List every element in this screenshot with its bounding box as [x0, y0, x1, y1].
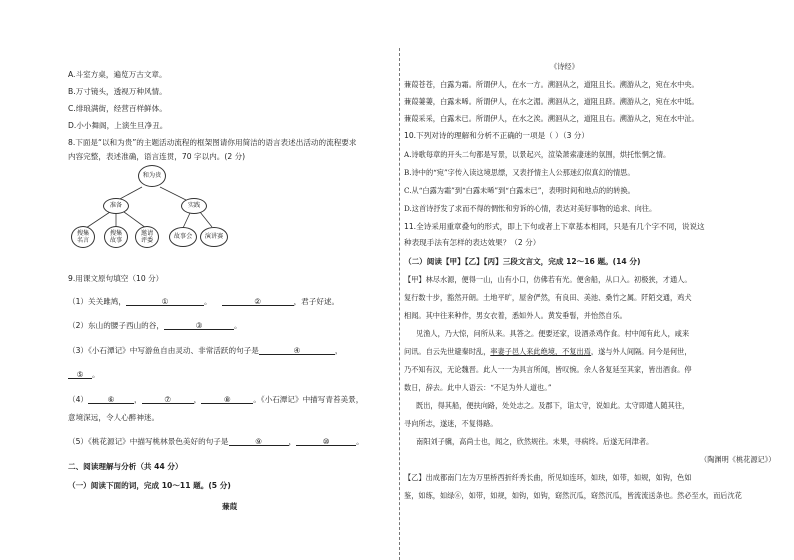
question-11-line2: 种表现手法有怎样的表达效果？（2 分） [404, 238, 541, 247]
activity-flow-diagram [0, 0, 398, 300]
subsection-2-title: （二）阅读【甲】【乙】【丙】三段文言文，完成 12～16 题。(14 分) [404, 257, 641, 266]
subsection-1-title: （一）阅读下面的词，完成 10～11 题。(5 分) [68, 481, 231, 490]
passage-jia-line6: 乃不知有汉，无论魏晋。此人一一为具言所闻，皆叹惋。余人各复延至其家，皆出酒食。停 [404, 365, 692, 374]
question-9-title: 9.用课文原句填空（10 分） [68, 274, 164, 283]
passage-jia-line1: 【甲】林尽水源，便得一山，山有小口，仿佛若有光。便舍船，从口入。初极狭，才通人。 [404, 275, 692, 284]
diagram-node-root: 和为贵 [138, 165, 166, 187]
answer-blank-1[interactable]: ① [126, 297, 204, 306]
option-b: B.万寸镜头，透视万种风情。 [68, 87, 167, 96]
passage-jia-line3: 相闻。其中往来种作，男女衣着，悉如外人。黄发垂髫，并怡然自乐。 [404, 311, 627, 320]
passage-jia-line2: 复行数十步，豁然开朗。土地平旷，屋舍俨然，有良田、美池、桑竹之属。阡陌交通，鸡犬 [404, 293, 692, 302]
question-9-3-cont: ⑤ 。 [68, 370, 100, 380]
answer-blank-3[interactable]: ③ [164, 321, 234, 330]
question-10-option-b: B.诗中的“宛”字传入读这境思缥，又表抒情主人公那迷幻似真幻的情思。 [404, 168, 635, 177]
poem-stanza-3: 蒹葭采采，白露未已。所谓伊人，在水之涘。溯洄从之，道阻且右。溯游从之，宛在水中沚。 [404, 114, 699, 123]
diagram-node-collect-quotes: 搜集 名言 [71, 226, 95, 248]
answer-blank-9[interactable]: ⑨ [229, 437, 289, 446]
poem-stanza-2: 蒹葭萋萋，白露未晞。所谓伊人，在水之湄。溯洄从之，道阻且跻。溯游从之，宛在水中坻。 [404, 97, 699, 106]
diagram-node-collect-stories: 搜集 故事 [104, 226, 128, 248]
question-9-4-cont: 意境深远，令人心醉神迷。 [68, 413, 160, 422]
passage-jia-line5: 问讯。自云先世避秦时乱，率妻子邑人来此绝境，不复出焉，遂与外人间隔。问今是何世， [404, 347, 692, 356]
diagram-node-invite-judges: 邀请 评委 [135, 226, 159, 248]
passage-yi-line2: 鉴，如练，如绿⑥，如带，如规，如钩，如钩，窈然沉瓜，窈然沉瓜，皆流流送条也。然必至水，而后沈花 [404, 491, 742, 500]
answer-blank-7[interactable]: ⑦ [142, 395, 194, 404]
question-9-5: （5）《桃花源记》中描写桃林景色美好的句子是 ⑨ ， ⑩ 。 [68, 437, 364, 446]
underlined-sentence: 率妻子邑人来此绝境，不复出焉 [490, 347, 591, 356]
question-10-option-a: A.诗歌每章的开头二句都是写景，以景起兴，渲染萧索凄迷的氛围，烘托怅惘之情。 [404, 150, 671, 159]
poem-title: 蒹葭 [222, 502, 238, 511]
diagram-node-story-meeting: 故事会 [169, 227, 197, 247]
column-divider [399, 48, 400, 560]
question-9-1: （1）关关雎鸠， ① 。 ② ，君子好逑。 [68, 297, 340, 306]
passage-jia-line8: 既出，得其船，便扶向路，处处志之。及郡下，诣太守，说如此。太守即遣人随其往， [416, 401, 690, 410]
passage-jia-source: （陶渊明《桃花源记》） [700, 455, 776, 464]
passage-jia-line10: 南阳刘子骥，高尚士也，闻之，欣然规往。未果，寻病终。后遂无问津者。 [416, 437, 654, 446]
passage-jia-line7: 数日，辞去。此中人语云：“不足为外人道也。” [404, 383, 552, 392]
answer-blank-5[interactable]: ⑤ [68, 370, 92, 379]
answer-blank-2[interactable]: ② [222, 297, 294, 306]
section-2-title: 二、阅读理解与分析（共 44 分） [68, 462, 183, 471]
option-d: D.小小舞阁，上演生旦净丑。 [68, 121, 168, 130]
question-9-2: （2）东山的腰子西山的谷， ③ 。 [68, 321, 242, 330]
diagram-node-prep: 准备 [103, 198, 129, 214]
answer-blank-4[interactable]: ④ [259, 346, 335, 355]
question-9-3: （3）《小石潭记》中写游鱼自由灵动、非常活跃的句子是 ④ ， [68, 346, 343, 355]
poem-stanza-1: 蒹葭苍苍，白露为霜。所谓伊人，在水一方。溯洄从之，道阻且长。溯游从之，宛在水中央。 [404, 80, 699, 89]
right-column [402, 0, 794, 560]
option-c: C.绯琅满街，经营百样鲜体。 [68, 104, 167, 113]
passage-yi-line1: 【乙】出成都南门左为万里桥西折纤秀长曲，所见如连环，如玦，如带，如规，如钩，色如 [404, 473, 692, 482]
poem-source: 《诗经》 [550, 62, 579, 71]
diagram-node-practice: 实践 [181, 198, 207, 214]
question-11-line1: 11.全诗采用重章叠句的形式，即上下句或者上下章基本相同，只是有几个字不同，说说这 [404, 222, 705, 231]
option-a: A.斗室方桌，遍览万古文章。 [68, 70, 167, 79]
answer-blank-10[interactable]: ⑩ [296, 437, 356, 446]
question-10-title: 10.下列对诗的理解和分析不正确的一项是（ ）（3 分） [404, 131, 589, 140]
answer-blank-6[interactable]: ⑥ [88, 395, 134, 404]
question-9-4: （4） ⑥ ， ⑦ ， ⑧ 。《小石潭记》中描写青苔美景， [68, 395, 364, 404]
question-10-option-c: C.从“白露为霜”到“白露未晞”到“白露未已”，表明时间和地点的的转换。 [404, 186, 635, 195]
question-10-option-d: D.这首诗抒发了求而不得的惆怅和穷诉的心情，表达对美好事物的追求、向往。 [404, 204, 657, 213]
question-8-line1: 8.下面是“以和为贵”的主题活动流程的框架图请你用简洁的语言表述出活动的流程要求 [68, 138, 357, 147]
passage-jia-line9: 寻向所志，遂迷，不复得路。 [404, 419, 498, 428]
passage-jia-line4: 见渔人，乃大惊，问所从来。具答之。便要还家，设酒杀鸡作食。村中闻有此人，咸来 [416, 329, 690, 338]
answer-blank-8[interactable]: ⑧ [201, 395, 253, 404]
diagram-node-speech-contest: 演讲赛 [200, 227, 228, 247]
diagram-connector-lines [0, 0, 398, 300]
question-8-line2: 内容完整，表述准确，语言连贯，70 字以内。(2 分) [68, 152, 246, 161]
